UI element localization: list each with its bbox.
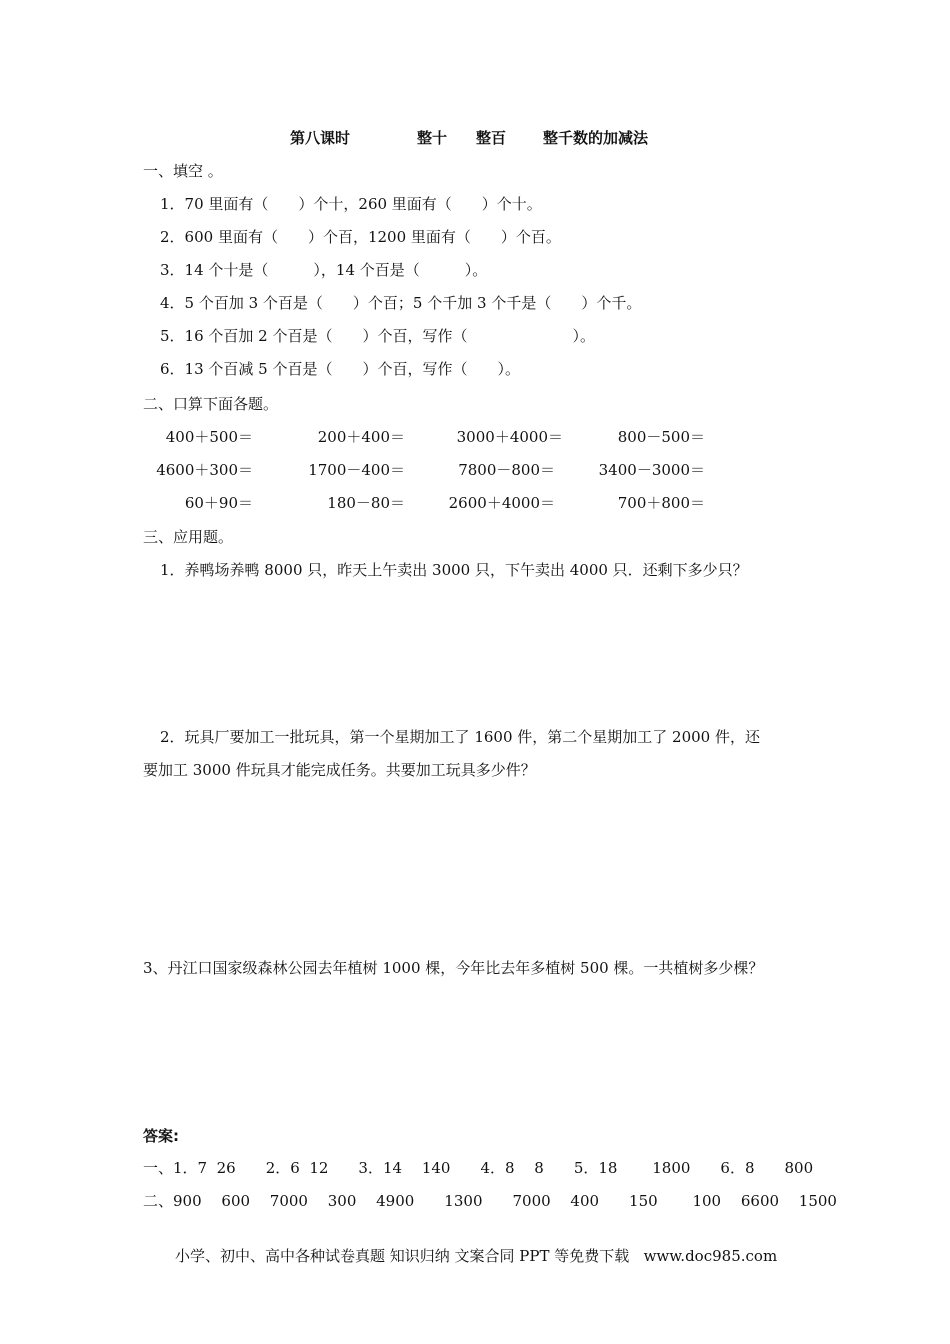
calc-r1-c2: 200＋400＝ (317, 428, 405, 446)
title-hundreds: 整百 (476, 129, 507, 147)
fill-item-4: 4．5 个百加 3 个百是（ ）个百；5 个千加 3 个千是（ ）个千。 (160, 294, 642, 312)
fill-item-5: 5．16 个百加 2 个百是（ ）个百，写作（ ）。 (160, 327, 595, 345)
footer-text: 小学、初中、高中各种试卷真题 知识归纳 文案合同 PPT 等免费下载 www.doc985.com (175, 1247, 778, 1265)
calc-r3-c2: 180－80＝ (327, 494, 405, 512)
calc-r3-c3: 2600＋4000＝ (448, 494, 555, 512)
calc-r3-c4: 700＋800＝ (617, 494, 705, 512)
fill-item-6: 6．13 个百减 5 个百是（ ）个百，写作（ ）。 (160, 360, 520, 378)
calc-r2-c4: 3400－3000＝ (598, 461, 705, 479)
fill-item-1: 1．70 里面有（ ）个十，260 里面有（ ）个十。 (160, 195, 542, 213)
answers-heading: 答案: (143, 1127, 179, 1145)
answers-line-2: 二、900 600 7000 300 4900 1300 7000 400 150 100 6600 1500 (143, 1192, 837, 1210)
calc-r2-c3: 7800－800＝ (458, 461, 555, 479)
title-lesson: 第八课时 (290, 129, 351, 147)
word-problem-2-line2: 要加工 3000 件玩具才能完成任务。共要加工玩具多少件？ (143, 761, 536, 779)
answers-line-1: 一、1．7 26 2．6 12 3．14 140 4．8 8 5．18 1800 6．8 800 (143, 1159, 814, 1177)
section1-heading: 一、填空 。 (143, 162, 223, 180)
calc-r1-c3: 3000＋4000＝ (456, 428, 563, 446)
word-problem-1: 1．养鸭场养鸭 8000 只，昨天上午卖出 3000 只，下午卖出 4000 只．还剩下多少只？ (160, 561, 748, 579)
calc-r1-c4: 800－500＝ (617, 428, 705, 446)
calc-r1-c1: 400＋500＝ (165, 428, 253, 446)
calc-r3-c1: 60＋90＝ (184, 494, 253, 512)
title-thousands: 整千数的加减法 (543, 129, 649, 147)
title-tens: 整十 (417, 129, 448, 147)
section3-heading: 三、应用题。 (143, 528, 234, 546)
calc-r2-c1: 4600＋300＝ (156, 461, 253, 479)
word-problem-2-line1: 2．玩具厂要加工一批玩具，第一个星期加工了 1600 件，第二个星期加工了 2000 件，还 (160, 728, 760, 746)
fill-item-3: 3．14 个十是（ ），14 个百是（ ）。 (160, 261, 488, 279)
fill-item-2: 2．600 里面有（ ）个百，1200 里面有（ ）个百。 (160, 228, 561, 246)
calc-r2-c2: 1700－400＝ (308, 461, 405, 479)
section2-heading: 二、口算下面各题。 (143, 395, 279, 413)
word-problem-3: 3、丹江口国家级森林公园去年植树 1000 棵，今年比去年多植树 500 棵。一共植树多少棵？ (143, 959, 764, 977)
